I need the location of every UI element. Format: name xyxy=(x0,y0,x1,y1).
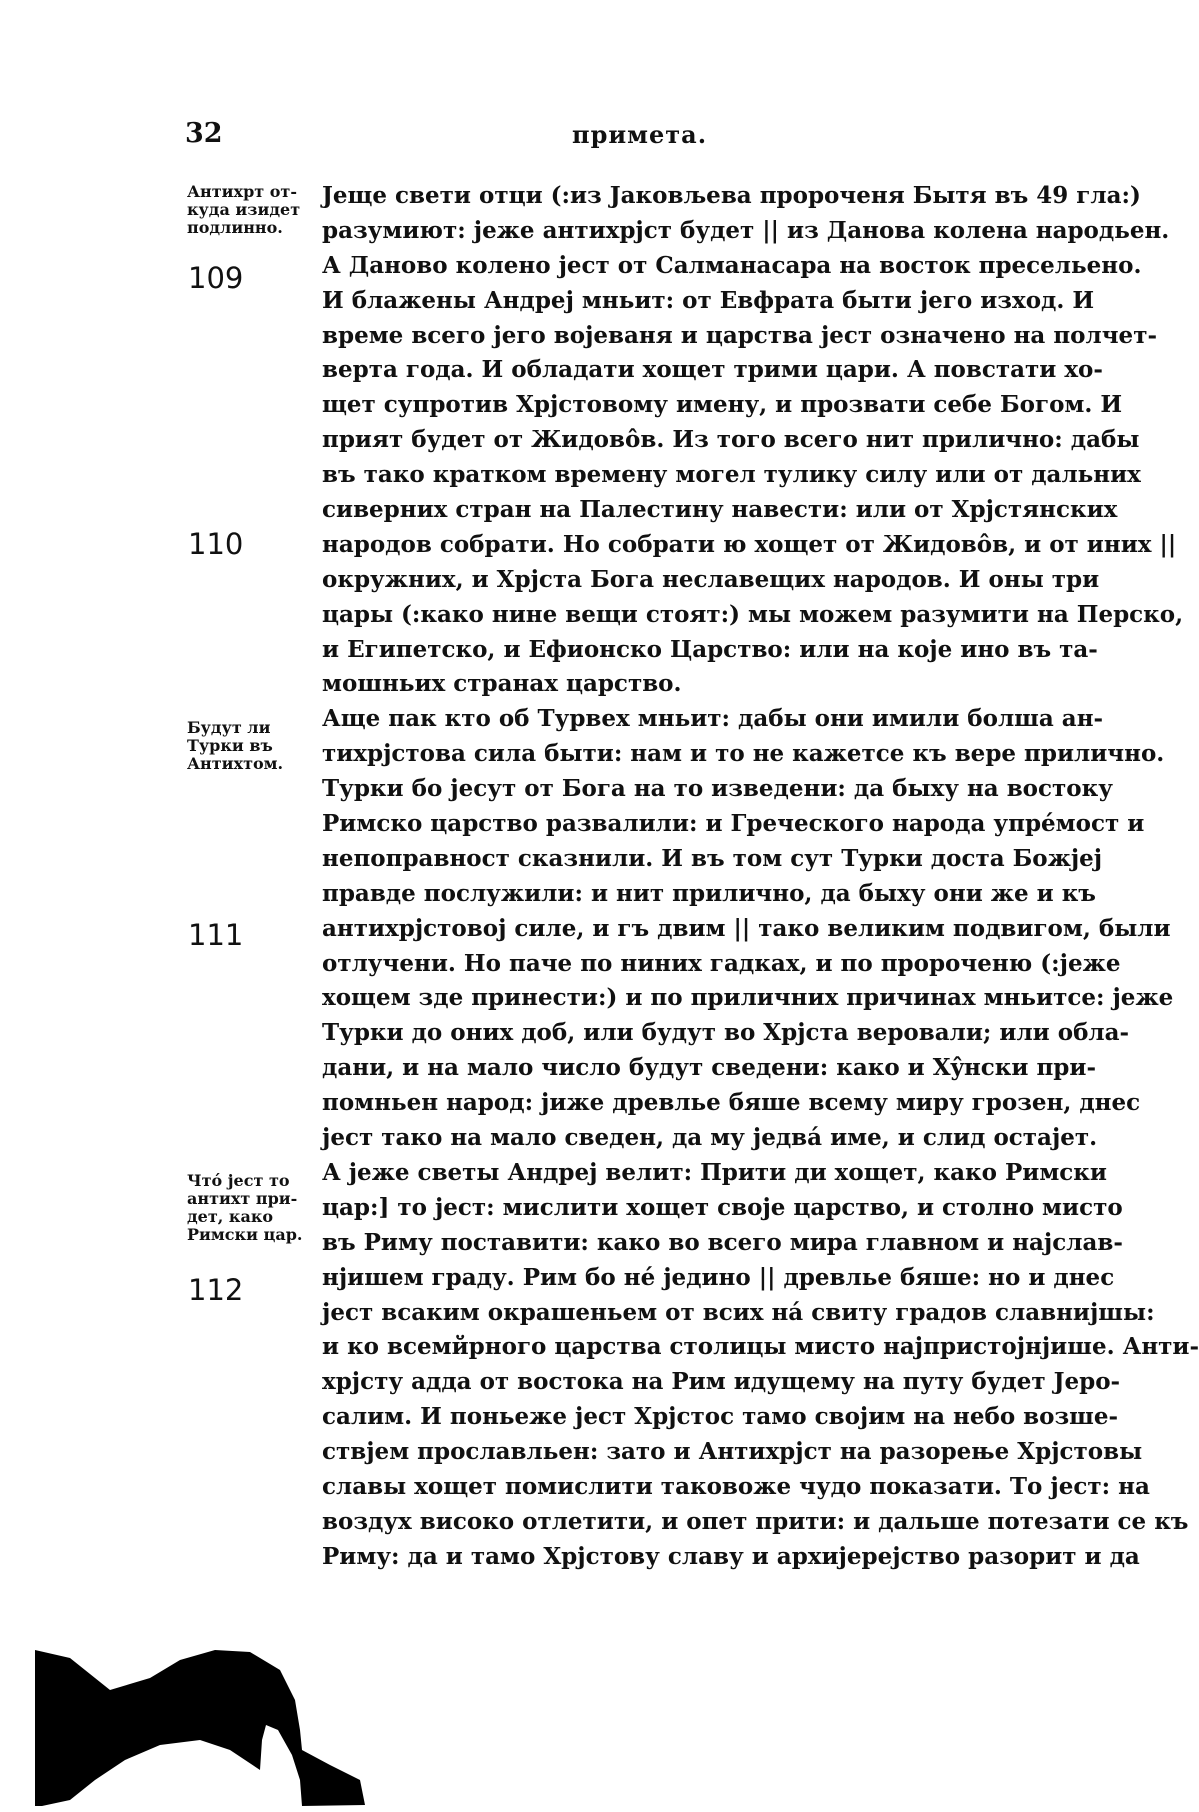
text-line: тихрјстова сила быти: нам и то не кажетсе къ вере прилично. xyxy=(322,740,1165,768)
text-line: въ тако кратком времену могел тулику силу или от дальних xyxy=(322,461,1141,489)
line-marker: 109 xyxy=(188,261,244,295)
text-line: салим. И поньеже јест Хрјстос тамо својим на небо возше- xyxy=(322,1403,1119,1431)
line-marker: 112 xyxy=(188,1273,244,1307)
margin-note xyxy=(187,1172,322,1244)
text-line: хощем зде принести:) и по приличних причинах мньитсе: јеже xyxy=(322,984,1174,1012)
margin-note-line: Турки въ xyxy=(187,736,273,755)
line-marker: 111 xyxy=(188,918,244,952)
margin-note-line: Будут ли xyxy=(187,718,271,737)
text-line: верта года. И обладати хощет трими цари. А повстати хо- xyxy=(322,356,1103,384)
text-line: славы хощет помислити таковоже чудо показати. То јест: на xyxy=(322,1472,1150,1500)
text-line: А јеже светы Андреј велит: Прити ди хощет, како Римски xyxy=(322,1158,1107,1186)
text-line: отлучени. Но паче по ниних гадках, и по пророченю (:јеже xyxy=(322,949,1121,977)
text-line: правде послужили: и нит прилично, да быху они же и къ xyxy=(322,879,1096,907)
text-line: хрјсту адда от востока на Рим идущему на путу будет Јеро- xyxy=(322,1368,1121,1396)
margin-note-line: Антихрт от- xyxy=(187,182,297,201)
text-line: време всего јего војеваня и царства јест означено на полчет- xyxy=(322,321,1157,349)
text-line: воздух високо отлетити, и опет прити: и дальше потезати се къ xyxy=(322,1507,1189,1535)
margin-note-line: антихт при- xyxy=(187,1189,298,1208)
margin-note xyxy=(187,183,322,237)
text-line: И блажены Андреј мньит: от Евфрата быти јего изход. И xyxy=(322,286,1095,314)
text-line: окружних, и Хрјста Бога неславещих народов. И оны три xyxy=(322,565,1100,593)
text-line: антихрјстовој силе, и гъ двим || тако великим подвигом, были xyxy=(322,914,1171,942)
text-line: цар:] то јест: мислити хощет своје царство, и столно мисто xyxy=(322,1193,1123,1221)
text-line: дани, и на мало число будут сведени: како и Хŷнски при- xyxy=(322,1054,1096,1082)
text-line: помньен народ: јиже древлье бяше всему миру грозен, днес xyxy=(322,1089,1141,1117)
margin-note-line: куда изидет xyxy=(187,200,301,219)
text-line: Аще пак кто об Турвех мньит: дабы они имили болша ан- xyxy=(322,705,1104,733)
text-line: и Египетско, и Ефионско Царство: или на које ино въ та- xyxy=(322,635,1098,663)
text-line: прият будет от Жидовôв. Из того всего нит прилично: дабы xyxy=(322,426,1140,454)
margin-note-line: Антихтом. xyxy=(187,754,284,773)
text-line: мошньих странах царство. xyxy=(322,670,682,698)
text-line: јест тако на мало сведен, да му једвá име, и слид остајет. xyxy=(322,1124,1098,1152)
running-title: примета. xyxy=(572,120,708,149)
text-line: ствјем прославльен: зато и Антихрјст на разорење Хрјстовы xyxy=(322,1438,1143,1466)
text-line: сиверних стран на Палестину навести: или от Хрјстянских xyxy=(322,496,1118,524)
margin-note-line: Римски цар. xyxy=(187,1225,303,1244)
text-line: Јеще свети отци (:из Јаковљева пророченя Бытя въ 49 гла:) xyxy=(322,182,1141,209)
text-line: Турки до оних доб, или будут во Хрјста веровали; или обла- xyxy=(322,1019,1130,1047)
text-line: нјишем граду. Рим бо нé једино || древлье бяше: но и днес xyxy=(322,1263,1115,1291)
text-line: разумиют: јеже антихрјст будет || из Данова колена народьен. xyxy=(322,216,1170,244)
text-line: Турки бо јесут от Бога на то изведени: да быху на востоку xyxy=(322,775,1113,803)
text-line: непоправност сказнили. И въ том сут Турки доста Божјеј xyxy=(322,844,1103,872)
line-marker: 110 xyxy=(188,527,244,561)
text-line: Римско царство развалили: и Греческого народа упрéмост и xyxy=(322,810,1145,838)
text-line: народов собрати. Но собрати ю хощет от Жидовôв, и от иних || xyxy=(322,530,1177,558)
margin-note-line: дет, како xyxy=(187,1207,274,1226)
text-line: и ко всемйрного царства столицы мисто најпристојнјише. Анти- xyxy=(322,1333,1199,1361)
body-text xyxy=(322,179,1199,1575)
text-line: јест всаким окрашеньем от всих нá свиту градов славнијшы: xyxy=(322,1298,1155,1326)
text-line: цары (:како нине вещи стоят:) мы можем разумити на Перско, xyxy=(322,600,1184,628)
text-line: въ Риму поставити: како во всего мира главном и најслав- xyxy=(322,1228,1123,1256)
margin-note-line: подлинно. xyxy=(187,218,283,237)
page-number: 32 xyxy=(185,118,223,149)
text-line: Риму: да и тамо Хрјстову славу и архијерејство разорит и да xyxy=(322,1542,1140,1570)
margin-note xyxy=(187,719,322,773)
margin-note-line: Чтó јест то xyxy=(187,1171,290,1190)
scan-artifact xyxy=(30,1630,370,1810)
text-line: щет супротив Хрјстовому имену, и прозвати себе Богом. И xyxy=(322,391,1123,419)
text-line: А Даново колено јест от Салманасара на восток пресельено. xyxy=(322,251,1142,279)
